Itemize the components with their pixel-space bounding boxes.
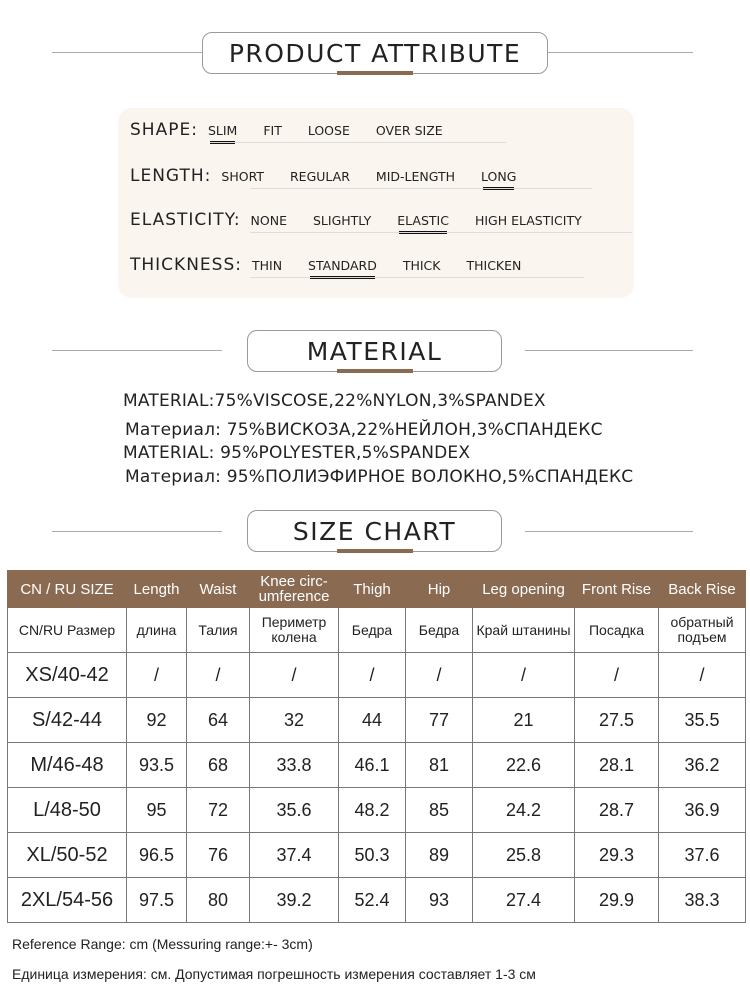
table-cell: /: [406, 653, 473, 698]
attribute-option: OVER SIZE: [375, 123, 443, 138]
table-cell: Hip: [406, 571, 473, 608]
table-cell: 38.3: [659, 878, 746, 923]
material-line: MATERIAL:75%VISCOSE,22%NYLON,3%SPANDEX: [123, 391, 546, 411]
table-cell: Периметр колена: [250, 608, 339, 653]
table-cell: 36.9: [659, 788, 746, 833]
attribute-option: LONG: [481, 169, 517, 184]
table-cell: 48.2: [339, 788, 406, 833]
table-cell: /: [659, 653, 746, 698]
table-cell: 28.7: [575, 788, 659, 833]
table-cell: 92: [127, 698, 187, 743]
attribute-panel: [118, 108, 634, 298]
title-underline: [337, 71, 413, 75]
table-cell: 32: [250, 698, 339, 743]
attribute-option: SLIGHTLY: [313, 213, 372, 228]
table-cell: 93.5: [127, 743, 187, 788]
table-row: [8, 698, 746, 743]
table-cell: Back Rise: [659, 571, 746, 608]
title-text: SIZE CHART: [292, 516, 457, 546]
table-cell: 44: [339, 698, 406, 743]
attribute-underline: [250, 188, 592, 189]
table-cell: 52.4: [339, 878, 406, 923]
title-text: MATERIAL: [306, 336, 443, 366]
attribute-option: STANDARD: [308, 258, 377, 273]
table-cell: 93: [406, 878, 473, 923]
divider: [525, 350, 693, 351]
material-line: Материал: 75%ВИСКОЗА,22%НЕЙЛОН,3%СПАНДЕКС: [125, 420, 603, 440]
table-cell: Бедра: [406, 608, 473, 653]
table-cell: XL/50-52: [8, 833, 127, 878]
table-cell: Leg opening: [473, 571, 575, 608]
table-cell: длина: [127, 608, 187, 653]
table-cell: Талия: [187, 608, 250, 653]
table-cell: Край штанины: [473, 608, 575, 653]
table-cell: CN / RU SIZE: [8, 571, 127, 608]
table-row: [8, 833, 746, 878]
table-cell: /: [473, 653, 575, 698]
attribute-option: REGULAR: [290, 169, 350, 184]
table-cell: /: [127, 653, 187, 698]
attribute-option: LOOSE: [307, 123, 350, 138]
section-title-size-chart: [247, 510, 502, 552]
divider: [52, 350, 222, 351]
attribute-label: LENGTH:: [130, 166, 212, 186]
table-cell: 27.4: [473, 878, 575, 923]
attribute-row: [130, 120, 469, 140]
table-cell: 27.5: [575, 698, 659, 743]
table-row: [8, 743, 746, 788]
table-cell: Front Rise: [575, 571, 659, 608]
table-cell: 37.6: [659, 833, 746, 878]
table-cell: Thigh: [339, 571, 406, 608]
table-cell: 33.8: [250, 743, 339, 788]
attribute-label: SHAPE:: [130, 120, 198, 140]
table-cell: 68: [187, 743, 250, 788]
divider: [548, 52, 693, 53]
attribute-underline: [210, 142, 506, 143]
table-cell: 81: [406, 743, 473, 788]
table-cell: 97.5: [127, 878, 187, 923]
table-cell: 35.5: [659, 698, 746, 743]
table-cell: 77: [406, 698, 473, 743]
table-cell: Length: [127, 571, 187, 608]
table-cell: 85: [406, 788, 473, 833]
attribute-label: THICKNESS:: [130, 255, 242, 275]
attribute-row: [130, 210, 608, 230]
table-cell: 29.9: [575, 878, 659, 923]
section-title-attribute: [202, 32, 548, 74]
attribute-option: THIN: [251, 258, 283, 273]
table-cell: /: [250, 653, 339, 698]
attribute-option: HIGH ELASTICITY: [474, 213, 582, 228]
title-underline: [337, 549, 413, 553]
table-cell: 89: [406, 833, 473, 878]
table-cell: 36.2: [659, 743, 746, 788]
divider: [525, 531, 693, 532]
attribute-option: SHORT: [221, 169, 264, 184]
attribute-option: NONE: [250, 213, 287, 228]
attribute-label: ELASTICITY:: [130, 210, 241, 230]
table-cell: Knee circ-umference: [250, 571, 339, 608]
table-cell: обратный подъем: [659, 608, 746, 653]
section-title-material: [247, 330, 502, 372]
divider: [52, 531, 222, 532]
table-cell: /: [339, 653, 406, 698]
table-row: [8, 571, 746, 608]
divider: [52, 52, 202, 53]
table-cell: 37.4: [250, 833, 339, 878]
title-text: PRODUCT ATTRIBUTE: [228, 38, 522, 68]
table-cell: 95: [127, 788, 187, 833]
table-cell: Посадка: [575, 608, 659, 653]
table-cell: 72: [187, 788, 250, 833]
attribute-option: FIT: [263, 123, 282, 138]
table-cell: 22.6: [473, 743, 575, 788]
table-cell: CN/RU Размер: [8, 608, 127, 653]
table-cell: 29.3: [575, 833, 659, 878]
table-cell: 80: [187, 878, 250, 923]
table-cell: 28.1: [575, 743, 659, 788]
table-cell: 50.3: [339, 833, 406, 878]
table-cell: 24.2: [473, 788, 575, 833]
attribute-option: SLIM: [207, 123, 238, 138]
table-row: [8, 608, 746, 653]
table-cell: L/48-50: [8, 788, 127, 833]
size-chart-table: [7, 570, 746, 923]
table-cell: /: [187, 653, 250, 698]
table-cell: 35.6: [250, 788, 339, 833]
table-cell: 21: [473, 698, 575, 743]
table-cell: M/46-48: [8, 743, 127, 788]
attribute-row: [130, 166, 542, 186]
table-cell: S/42-44: [8, 698, 127, 743]
table-cell: 25.8: [473, 833, 575, 878]
attribute-option: MID-LENGTH: [375, 169, 456, 184]
table-cell: 39.2: [250, 878, 339, 923]
table-cell: 96.5: [127, 833, 187, 878]
table-cell: 64: [187, 698, 250, 743]
table-cell: 2XL/54-56: [8, 878, 127, 923]
material-line: MATERIAL: 95%POLYESTER,5%SPANDEX: [123, 443, 471, 463]
table-row: [8, 653, 746, 698]
attribute-row: [130, 255, 547, 275]
table-row: [8, 788, 746, 833]
attribute-option: THICKEN: [466, 258, 522, 273]
table-row: [8, 878, 746, 923]
title-underline: [337, 369, 413, 373]
reference-note: Reference Range: cm (Messuring range:+- 3cm): [12, 936, 313, 952]
table-cell: 76: [187, 833, 250, 878]
attribute-option: ELASTIC: [397, 213, 449, 228]
attribute-underline: [250, 277, 584, 278]
reference-note-ru: Единица измерения: см. Допустимая погрешность измерения составляет 1-3 см: [12, 966, 536, 982]
attribute-underline: [250, 232, 632, 233]
table-cell: 46.1: [339, 743, 406, 788]
table-cell: /: [575, 653, 659, 698]
attribute-option: THICK: [402, 258, 441, 273]
material-line: Материал: 95%ПОЛИЭФИРНОЕ ВОЛОКНО,5%СПАНДЕКС: [125, 467, 634, 487]
table-cell: Waist: [187, 571, 250, 608]
table-cell: XS/40-42: [8, 653, 127, 698]
table-cell: Бедра: [339, 608, 406, 653]
